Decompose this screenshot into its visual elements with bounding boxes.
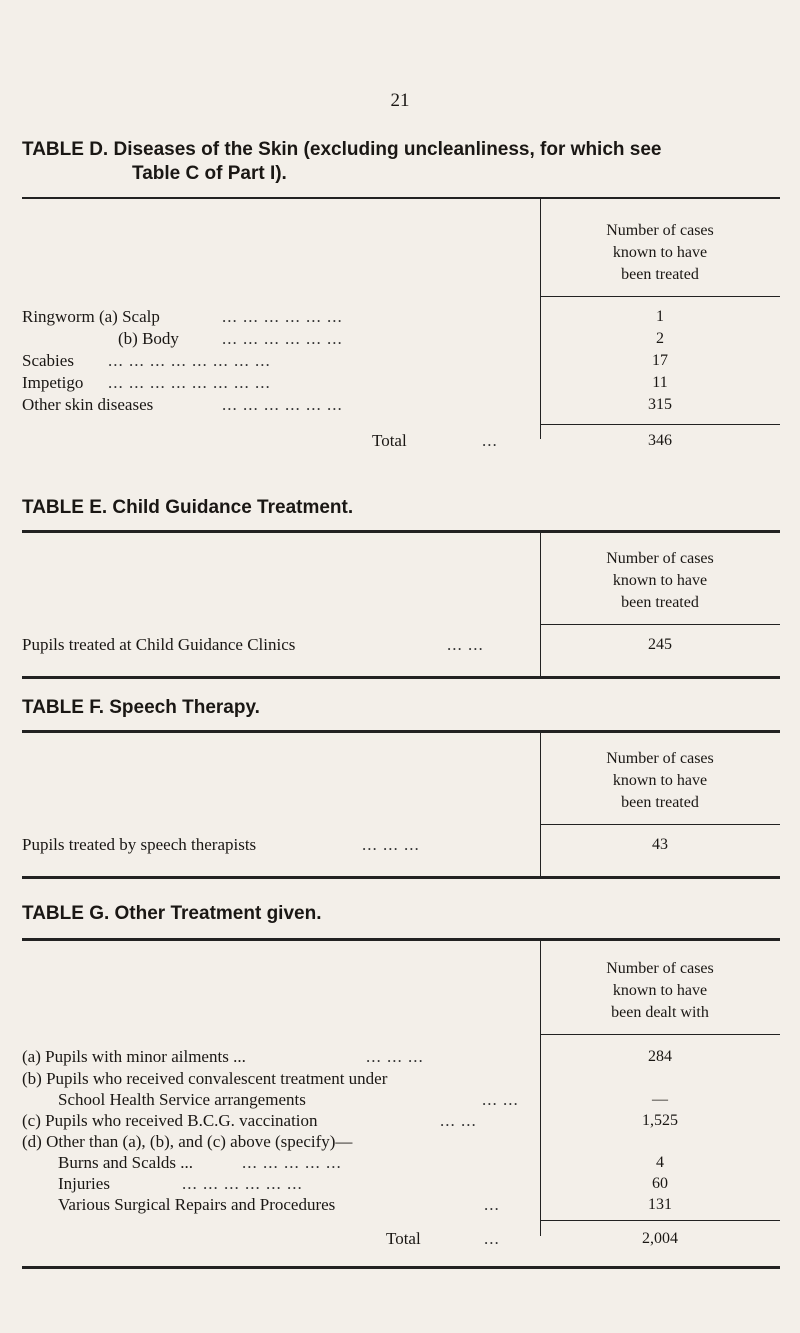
leader-dots: ... ... ... ... ... ... (222, 307, 343, 326)
table-row (22, 1089, 780, 1111)
row-value: — (652, 1091, 668, 1108)
table-d-title-line2: Table C of Part I). (132, 163, 287, 184)
table-d-total-rule (540, 424, 780, 425)
leader-dots: ... ... ... ... ... ... ... ... (108, 373, 271, 392)
row-label: (b) Body (118, 329, 179, 348)
row-label: (a) Pupils with minor ailments ... (22, 1047, 246, 1066)
table-row (22, 1131, 780, 1153)
leader-dots: ... (482, 431, 498, 450)
row-value: 284 (648, 1048, 672, 1065)
table-g-title: TABLE G. Other Treatment given. (22, 903, 322, 924)
table-d-column-header (540, 220, 780, 286)
table-e-header-line: Number of cases (606, 550, 714, 567)
table-g-column-header (540, 958, 780, 1024)
table-row (22, 634, 780, 656)
row-value: 1,525 (642, 1112, 678, 1129)
leader-dots: ... ... (447, 635, 484, 654)
row-label: (d) Other than (a), (b), and (c) above (specify)— (22, 1132, 353, 1151)
table-e-top-rule (22, 530, 780, 533)
leader-dots: ... (484, 1229, 500, 1248)
table-f-header-line: been treated (621, 794, 699, 811)
table-d-header-line: known to have (612, 244, 708, 261)
row-value: 131 (648, 1196, 672, 1213)
table-row (22, 350, 780, 372)
table-g-header-line: been dealt with (611, 1004, 709, 1021)
total-label: Total (372, 431, 407, 450)
row-label: Pupils treated by speech therapists (22, 835, 257, 854)
row-label: Scabies (22, 351, 74, 370)
table-d-header-rule (540, 296, 780, 297)
table-row (22, 328, 780, 350)
leader-dots: ... ... (482, 1090, 519, 1109)
row-value: 1 (656, 308, 664, 325)
table-row (22, 1194, 780, 1216)
row-value: 43 (652, 836, 668, 853)
table-f-column-header (540, 748, 780, 814)
table-g-header-line: known to have (612, 982, 708, 999)
row-label: School Health Service arrangements (58, 1090, 306, 1109)
row-value: 315 (648, 396, 672, 413)
row-value: 11 (652, 374, 668, 391)
leader-dots: ... ... ... ... ... ... (222, 329, 343, 348)
table-g-header-rule (540, 1034, 780, 1035)
row-label: Other skin diseases (22, 395, 154, 414)
table-row (22, 1152, 780, 1174)
leader-dots: ... ... ... ... ... (242, 1153, 342, 1172)
table-row (22, 372, 780, 394)
table-d-header-line: been treated (621, 266, 699, 283)
table-f-title: TABLE F. Speech Therapy. (22, 697, 260, 718)
page-number: 21 (390, 90, 410, 111)
table-f-top-rule (22, 730, 780, 733)
table-d-title (22, 138, 661, 186)
table-row (22, 306, 780, 328)
table-row (22, 834, 780, 856)
table-total-row (22, 1228, 780, 1250)
leader-dots: ... ... ... (366, 1047, 424, 1066)
row-value: 2 (656, 330, 664, 347)
total-value: 346 (648, 432, 672, 449)
row-label: Burns and Scalds ... (58, 1153, 194, 1172)
row-label: Ringworm (a) Scalp (22, 307, 160, 326)
row-label: (c) Pupils who received B.C.G. vaccination (22, 1111, 318, 1130)
table-e-header-rule (540, 624, 780, 625)
table-total-row (22, 430, 780, 452)
table-d-title-line1: TABLE D. Diseases of the Skin (excluding uncleanliness, for which see (22, 139, 662, 160)
table-f-header-rule (540, 824, 780, 825)
table-d-header-line: Number of cases (606, 222, 714, 239)
leader-dots: ... ... ... ... ... ... (182, 1174, 303, 1193)
leader-dots: ... ... ... ... ... ... (222, 395, 343, 414)
row-label: Pupils treated at Child Guidance Clinics (22, 635, 296, 654)
table-row (22, 1046, 780, 1068)
row-value: 245 (648, 636, 672, 653)
leader-dots: ... (484, 1195, 500, 1214)
leader-dots: ... ... (440, 1111, 477, 1130)
table-f-header-line: known to have (612, 772, 708, 789)
table-e-bottom-rule (22, 676, 780, 679)
total-label: Total (386, 1229, 421, 1248)
table-g-header-line: Number of cases (606, 960, 714, 977)
table-g-top-rule (22, 938, 780, 941)
table-e-header-line: been treated (621, 594, 699, 611)
row-label: Various Surgical Repairs and Procedures (58, 1195, 336, 1214)
table-f-bottom-rule (22, 876, 780, 879)
row-label: (b) Pupils who received convalescent treatment under (22, 1069, 388, 1088)
table-g-bottom-rule (22, 1266, 780, 1269)
total-value: 2,004 (642, 1230, 678, 1247)
row-value: 60 (652, 1175, 668, 1192)
table-row (22, 1173, 780, 1195)
table-row (22, 1068, 780, 1090)
table-row (22, 1110, 780, 1132)
row-value: 17 (652, 352, 668, 369)
table-row (22, 394, 780, 416)
table-e-title: TABLE E. Child Guidance Treatment. (22, 497, 354, 518)
table-e-column-header (540, 548, 780, 614)
table-f-header-line: Number of cases (606, 750, 714, 767)
row-label: Impetigo (22, 373, 84, 392)
table-e-header-line: known to have (612, 572, 708, 589)
table-g-total-rule (540, 1220, 780, 1221)
row-value: 4 (656, 1154, 664, 1171)
leader-dots: ... ... ... (362, 835, 420, 854)
leader-dots: ... ... ... ... ... ... ... ... (108, 351, 271, 370)
table-d-top-rule (22, 197, 780, 199)
row-label: Injuries (58, 1174, 110, 1193)
